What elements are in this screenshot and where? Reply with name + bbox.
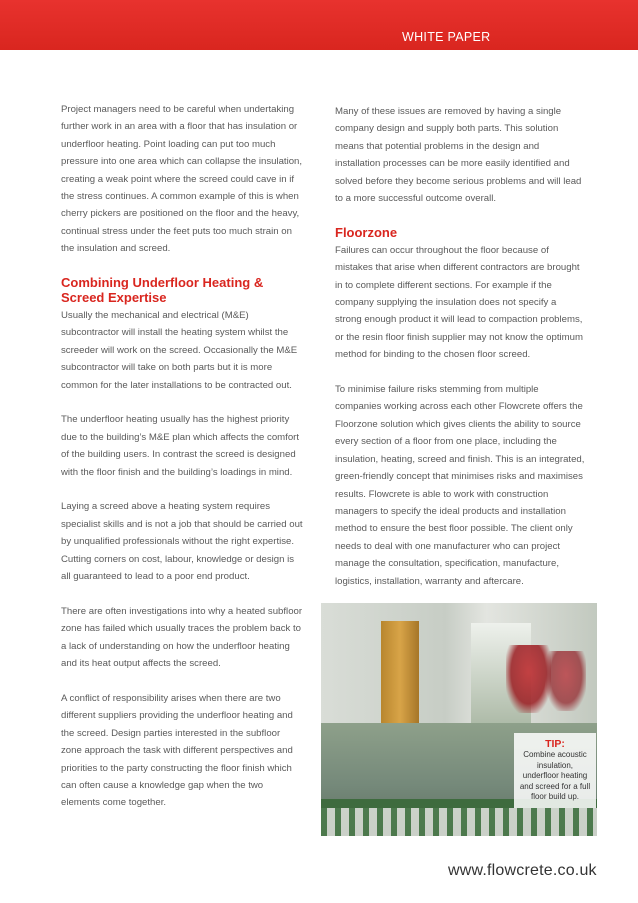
right-column bbox=[335, 103, 585, 590]
paragraph: Usually the mechanical and electrical (M&E) subcontractor will install the heating system whilst the screeder will work on the screed. Occasionally the M&E subcontractor will take on both parts but it is more common for the later installations to be contracted out. bbox=[61, 310, 298, 391]
paragraph: The underfloor heating usually has the highest priority due to the building’s M&E plan which affects the comfort of the building users. In contrast the screed is designed with the floor finish and the building’s loadings in mind. bbox=[61, 414, 300, 478]
paragraph: To minimise failure risks stemming from multiple companies working across each other Flowcrete offers the Floorzone solution which gives clients the ability to source every section of a floor from one place, including the insulation, heating, screed and finish. This is an integrated, green-friendly concept that minimises risks and maximises results. Flowcrete is able to work with construction managers to specify the ideal products and installation method to ensure the best floor possible. The client only needs to deal with one manufacturer who can project manage the consultation, specification, manufacture, logistics, installation, warranty and aftercare. bbox=[335, 384, 585, 587]
paragraph: There are often investigations into why a heated subfloor zone has failed which usually traces the problem back to a lack of understanding on how the underfloor heating and its heat output affects the screed. bbox=[61, 605, 303, 670]
header-band bbox=[0, 0, 638, 50]
paragraph: A conflict of responsibility arises when there are two different suppliers providing the underfloor heating and the screed. Design parties interested in the subfloor zone approach the task with different perspectives and priorities to the party constructing the floor finish which can often cause a knowledge gap when the two elements come together. bbox=[61, 692, 293, 809]
paragraph: Project managers need to be careful when undertaking further work in an area with a floor that has insulation or underfloor heating. Point loading can put too much pressure into one area which can collapse the insulation, creating a weak point where the screed could cave in if the stress continues. A common example of this is when cherry pickers are positioned on the floor and the heavy, continual stress under the feet puts too much strain on the insulation and screed. bbox=[61, 104, 303, 255]
website-url: www.flowcrete.co.uk bbox=[448, 862, 597, 879]
photo-pillar bbox=[381, 621, 419, 729]
document-type-label: WHITE PAPER bbox=[402, 30, 491, 44]
photo-person bbox=[546, 651, 586, 711]
tip-callout bbox=[514, 733, 596, 808]
photo-heating-pipes bbox=[321, 808, 597, 836]
paragraph: Failures can occur throughout the floor because of mistakes that arise when different contractors are brought in to complete different sections. For example if the company supplying the insulation does not specify a strong enough product it will lead to compaction problems, or the resin floor finish supplier may not know the optimum method for binding to the chosen floor screed. bbox=[335, 244, 583, 361]
section-heading: Floorzone bbox=[335, 224, 398, 240]
tip-text: Combine acoustic insulation, underfloor heating and screed for a full floor build up. bbox=[519, 750, 591, 801]
photo-person bbox=[506, 645, 551, 713]
section-heading: Combining Underfloor Heating & Screed Expertise bbox=[61, 275, 264, 306]
paragraph: Many of these issues are removed by having a single company design and supply both parts. This solution means that potential problems in the design and installation processes can be more easily identified and solved before they become serious problems and will lead to a more successful outcome overall. bbox=[335, 106, 582, 205]
paragraph: Laying a screed above a heating system requires specialist skills and is not a job that should be carried out by unqualified professionals without the right expertise. Cutting corners on cost, labour, knowledge or design is all guaranteed to lead to a poor end product. bbox=[61, 501, 303, 583]
left-column bbox=[61, 101, 303, 812]
tip-title: TIP: bbox=[545, 738, 565, 750]
